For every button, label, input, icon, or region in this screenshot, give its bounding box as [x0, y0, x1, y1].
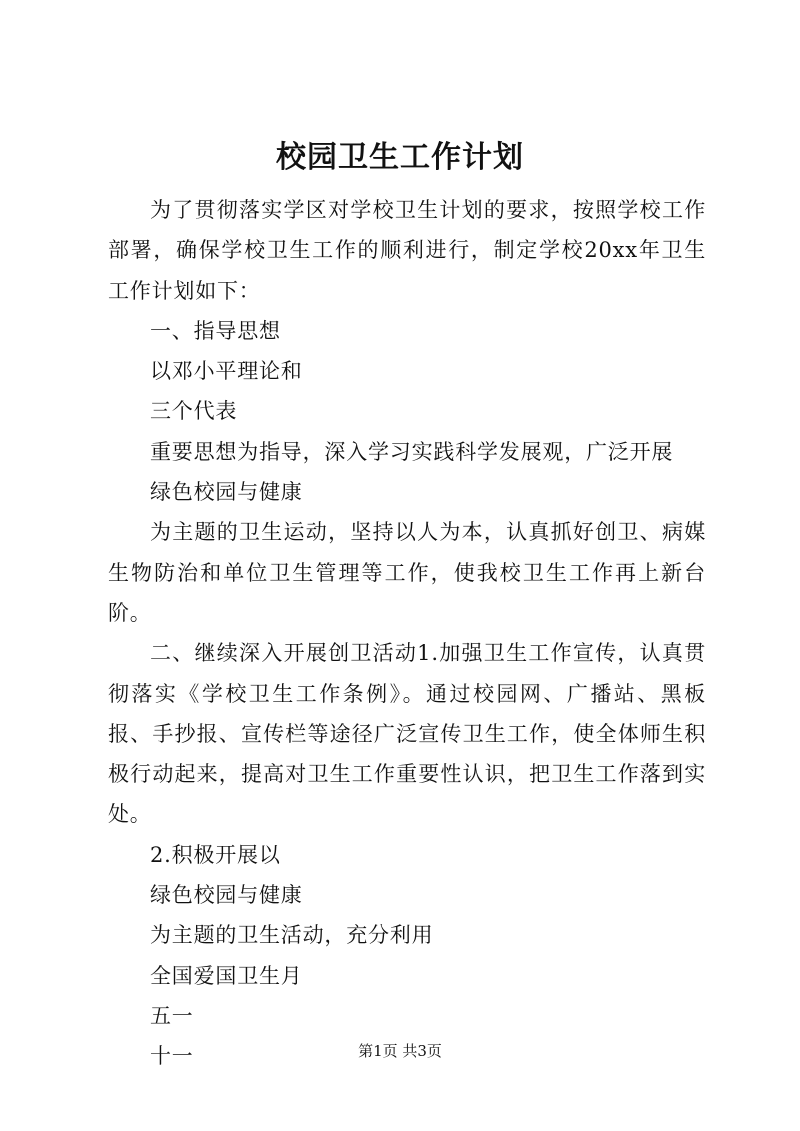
paragraph-line: 重要思想为指导，深入学习实践科学发展观，广泛开展: [150, 439, 674, 464]
paragraph-line: 2.积极开展以: [150, 842, 281, 867]
paragraph-section-two: 二、继续深入开展创卫活动1.加强卫生工作宣传，认真贯彻落实《学校卫生工作条例》。通过校园网、广播站、黑板报、手抄报、宣传栏等途径广泛宣传卫生工作，使全体师生积极行动起来，提高对卫生工作重要性认识，把卫生工作落到实处。: [108, 641, 706, 827]
paragraph-line: 十一: [150, 1044, 194, 1069]
heading-guiding-thought: 一、指导思想: [150, 318, 281, 343]
paragraph-line: 绿色校园与健康: [150, 883, 303, 908]
paragraph-line: 以邓小平理论和: [150, 359, 303, 384]
paragraph-line: 为主题的卫生活动，充分利用: [150, 923, 434, 948]
page-number-footer: 第1页 共3页: [358, 1042, 442, 1060]
document-title: 校园卫生工作计划: [276, 140, 524, 175]
paragraph-line: 三个代表: [150, 399, 238, 424]
paragraph-line: 全国爱国卫生月: [150, 963, 303, 988]
paragraph-line: 五一: [150, 1003, 194, 1028]
paragraph-hygiene-campaign: 为主题的卫生运动，坚持以人为本，认真抓好创卫、病媒生物防治和单位卫生管理等工作，使我校卫生工作再上新台阶。: [108, 520, 706, 625]
paragraph-intro: 为了贯彻落实学区对学校卫生计划的要求，按照学校工作部署，确保学校卫生工作的顺利进行，制定学校20xx年卫生工作计划如下：: [108, 198, 706, 303]
document-body: [108, 190, 706, 1077]
paragraph-line: 绿色校园与健康: [150, 480, 303, 505]
